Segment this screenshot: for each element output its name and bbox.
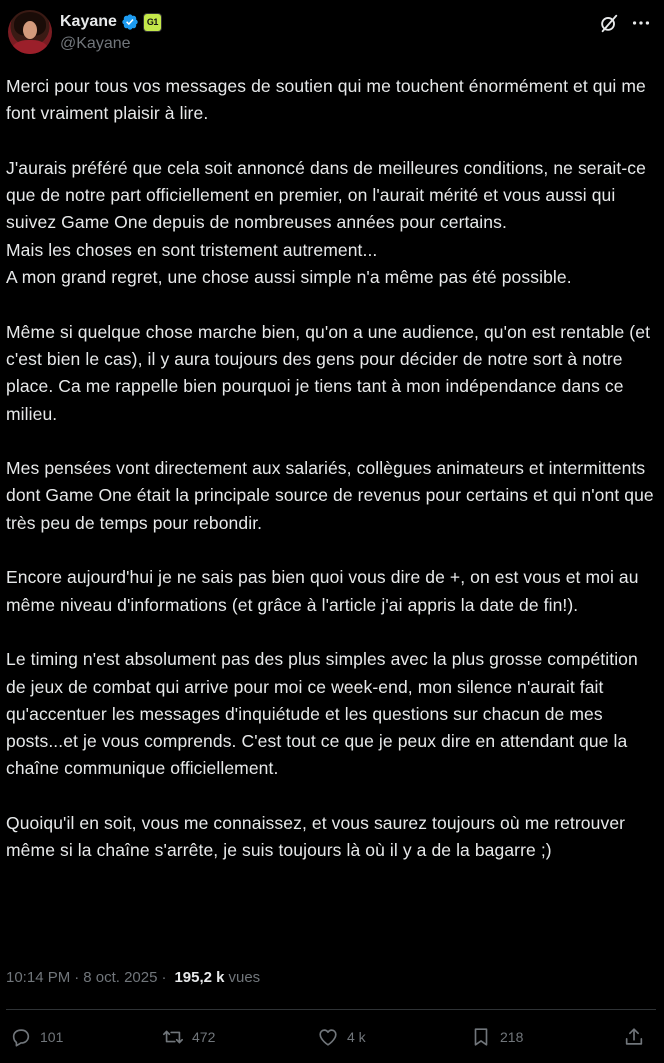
repost-count: 472 (192, 1029, 216, 1045)
tweet-time[interactable]: 10:14 PM (6, 969, 71, 986)
repost-icon (162, 1026, 184, 1048)
divider (6, 1009, 656, 1010)
action-bar (0, 1020, 664, 1054)
tweet-paragraph: J'aurais préféré que cela soit annoncé dans de meilleures conditions, ne serait-ce que de notre part officiellement en premier, on l'aurait mérité et vous aussi qui suivez Game One depuis de nombreuses années pour certains. Mais les choses en sont tristement autrement... A mon grand regret, une chose aussi simple n'a même pas été possible. (6, 157, 646, 288)
tweet-paragraph: Le timing n'est absolument pas des plus simples avec la plus grosse compétition de jeux de combat qui arrive pour moi ce week-end, mon silence n'aurait fait qu'accentuer les messages d'inquiétude et les questions sur chacun de mes posts...et je vous comprends. C'est tout ce que je peux dire en attendant que la chaîne communique officiellement. (6, 649, 643, 779)
bookmark-count: 218 (500, 1029, 524, 1045)
views-label: vues (228, 969, 261, 986)
tweet-metadata (6, 969, 260, 986)
bookmark-icon (470, 1026, 492, 1048)
meta-separator: · (161, 969, 167, 986)
like-count: 4 k (347, 1029, 366, 1045)
author-name-row (60, 12, 161, 32)
tweet-paragraph: Mes pensées vont directement aux salariés, collègues animateurs et intermittents dont Game One était la principale source de revenus pour certains et qui n'ont que très peu de temps pour rebondir. (6, 458, 659, 533)
reply-button[interactable] (10, 1020, 63, 1054)
share-button[interactable] (623, 1020, 645, 1054)
more-icon[interactable] (630, 12, 652, 34)
affiliate-badge[interactable]: G1 (144, 14, 161, 31)
tweet-paragraph: Même si quelque chose marche bien, qu'on a une audience, qu'on est rentable (et c'est bien le cas), il y aura toujours des gens pour décider de notre sort à notre place. Ca me rappelle bien pourquoi je tiens tant à mon indépendance dans ce milieu. (6, 321, 655, 424)
verified-icon[interactable] (121, 13, 139, 31)
tweet-paragraph: Merci pour tous vos messages de soutien qui me touchent énormément et qui me font vraiment plaisir à lire. (6, 76, 651, 124)
tweet-header (0, 0, 664, 70)
avatar[interactable] (8, 10, 52, 54)
share-icon (623, 1026, 645, 1048)
tweet-text (6, 73, 659, 865)
grok-icon[interactable] (598, 12, 620, 34)
bookmark-button[interactable] (470, 1020, 523, 1054)
tweet-date[interactable]: 8 oct. 2025 (83, 969, 158, 986)
views-count[interactable]: 195,2 k (174, 969, 225, 986)
author-display-name[interactable]: Kayane (60, 13, 117, 30)
reply-count: 101 (40, 1029, 64, 1045)
meta-separator: · (74, 969, 80, 986)
author-handle[interactable]: @Kayane (60, 35, 131, 52)
like-icon (317, 1026, 339, 1048)
tweet-paragraph: Encore aujourd'hui je ne sais pas bien quoi vous dire de +, on est vous et moi au même niveau d'informations (et grâce à l'article j'ai appris la date de fin!). (6, 567, 644, 615)
reply-icon (10, 1026, 32, 1048)
tweet-paragraph: Quoiqu'il en soit, vous me connaissez, et vous saurez toujours où me retrouver même si la chaîne s'arrête, je suis toujours là où il y a de la bagarre ;) (6, 813, 631, 861)
like-button[interactable] (317, 1020, 366, 1054)
repost-button[interactable] (162, 1020, 215, 1054)
